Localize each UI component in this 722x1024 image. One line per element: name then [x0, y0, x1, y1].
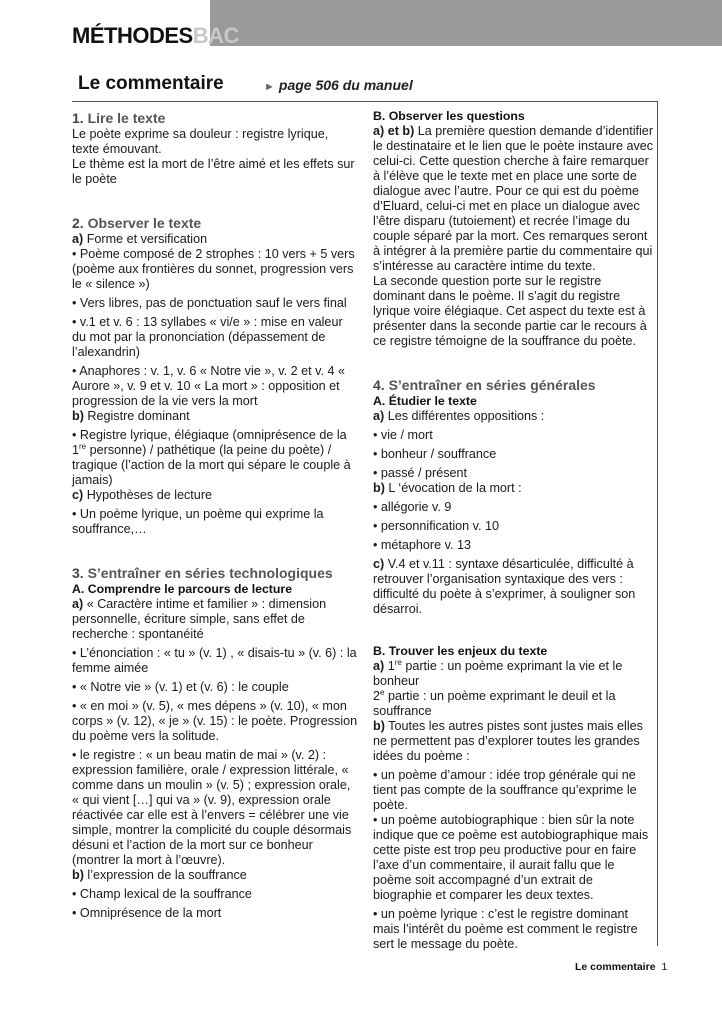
s2-item-1: • Poème composé de 2 strophes : 10 vers + 5 vers (poème aux frontières du sonnet, progression vers le « silence »)	[72, 247, 355, 291]
s1-paragraph-1: Le poète exprime sa douleur : registre lyrique, texte émouvant.	[72, 127, 329, 156]
page-title: Le commentaire	[78, 73, 224, 94]
arrow-right-icon: ►	[264, 81, 275, 93]
s4-B-a-2: 2e partie : un poème exprimant le deuil et la souffrance	[373, 687, 616, 718]
s3-subheading: A. Comprendre le parcours de lecture	[72, 582, 293, 596]
s3-item-5: • Champ lexical de la souffrance	[72, 887, 252, 901]
header-band-gray	[210, 0, 722, 46]
s4-a-item-1: • vie / mort	[373, 428, 433, 442]
s4-b-item-1: • allégorie v. 9	[373, 500, 452, 514]
s2-item-6: • Un poème lyrique, un poème qui exprime la souffrance,…	[72, 507, 324, 536]
s3-item-2: • « Notre vie » (v. 1) et (v. 6) : le couple	[72, 680, 289, 694]
page-footer	[575, 961, 667, 973]
s3-b: b) l’expression de la souffrance	[72, 868, 247, 882]
s3-item-1: • L’énonciation : « tu » (v. 1) , « disais-tu » (v. 6) : la femme aimée	[72, 646, 357, 675]
s4-a-item-2: • bonheur / souffrance	[373, 447, 497, 461]
s4-B-b-item-1: • un poème d’amour : idée trop générale qui ne tient pas compte de la souffrance qu’exprime le poète.	[373, 768, 637, 812]
left-column	[72, 109, 358, 921]
s4-b-item-2: • personnification v. 10	[373, 519, 499, 533]
s2-item-4: • Anaphores : v. 1, v. 6 « Notre vie », v. 2 et v. 4 « Aurore », v. 9 et v. 10 « La mort » : opposition et progression de la vie vers la mort	[72, 364, 345, 408]
s4-B-a-1: a) 1re partie : un poème exprimant la vie et le bonheur	[373, 657, 623, 688]
manual-reference: ► page 506 du manuel	[264, 77, 413, 93]
s1-paragraph-2: Le thème est la mort de l’être aimé et les effets sur le poète	[72, 157, 355, 186]
s2-item-5: • Registre lyrique, élégiaque (omniprésence de la 1re personne) / pathétique (la peine du poète) / tragique (l’action de la mort qui sépare le couple à jamais)	[72, 428, 351, 487]
s4-a-item-3: • passé / présent	[373, 466, 468, 480]
s4-subheading-a: A. Étudier le texte	[373, 394, 477, 408]
right-rule	[657, 101, 658, 946]
s2-item-2: • Vers libres, pas de ponctuation sauf le vers final	[72, 296, 347, 310]
top-rule	[72, 101, 658, 102]
section-2-heading: 2. Observer le texte	[72, 215, 202, 231]
section-4-heading: 4. S’entraîner en séries générales	[373, 377, 596, 393]
brand-logo: MÉTHODESBAC	[72, 23, 239, 48]
section-1-heading: 1. Lire le texte	[72, 110, 166, 126]
s3-item-4: • le registre : « un beau matin de mai » (v. 2) : expression familière, orale / expression littérale, « comme dans un moulin » (v. 5) ; expression orale, « qui vient […] qui va » (v. 9), expression orale réactivée car elle est à l’envers = célébrer une vie simple, montrer la complicité du couple désormais désuni et l’action de la mort sur ce bonheur (montrer la mort à l’œuvre).	[72, 748, 352, 867]
sB-paragraph-2: La seconde question porte sur le registre dominant dans le poème. Il s’agit du registre lyrique voire élégiaque. Cet aspect du texte est à présenter dans la seconde partie car le recours à ce registre témoigne de la souffrance du poète.	[373, 274, 647, 348]
page-number: 1	[661, 961, 668, 973]
sB-heading: B. Observer les questions	[373, 109, 525, 123]
right-column	[373, 109, 655, 952]
s4-b: b) L ‘évocation de la mort :	[373, 481, 522, 495]
s2-b: b) Registre dominant	[72, 409, 190, 423]
s3-item-3: • « en moi » (v. 5), « mes dépens » (v. 10), « mon corps » (v. 12), « je » (v. 15) : le poète. Progression du poème vers la solitude.	[72, 699, 358, 743]
s4-a: a) Les différentes oppositions :	[373, 409, 545, 423]
s4-B-b-item-3: • un poème lyrique : c’est le registre dominant mais l’intérêt du poème est comment le registre sert le message du poète.	[373, 907, 638, 951]
s4-b-item-3: • métaphore v. 13	[373, 538, 471, 552]
s4-B-b: b) Toutes les autres pistes sont justes mais elles ne permettent pas d’explorer toutes les grandes idées du poème :	[373, 719, 643, 763]
footer-label: Le commentaire	[575, 961, 656, 973]
s3-a: a) « Caractère intime et familier » : dimension personnelle, écriture simple, sans effet de recherche : spontanéité	[72, 597, 327, 641]
s3-item-6: • Omniprésence de la mort	[72, 906, 222, 920]
s4-B-b-item-2: • un poème autobiographique : bien sûr la note indique que ce poème est autobiographique mais cette piste est trop peu productive pour en faire l’axe d’un commentaire, il aurait fallu que le poème soit accompagné d’un extrait de biographie et comparer les deux textes.	[373, 813, 649, 902]
section-3-heading: 3. S’entraîner en séries technologiques	[72, 565, 333, 581]
s4-c: c) V.4 et v.11 : syntaxe désarticulée, difficulté à retrouver l’organisation syntaxique des vers : difficulté du poète à s’exprimer, à souligner son désarroi.	[373, 557, 636, 616]
sB-paragraph-1: a) et b) La première question demande d’identifier le destinataire et le lien que le poète instaure avec celui-ci. Cette question cherche à faire remarquer à l’élève que le texte met en place une sorte de dialogue avec l’autre. Pour ce qui est du poème d’Eluard, celui-ci met en place un dialogue avec l’être disparu (tutoiement) et recrée l’image du couple séparé par la mort. Ces remarques seront à intégrer à la première partie du commentaire qui s’intéresse au caractère intime du texte.	[373, 124, 654, 273]
s2-a: a) Forme et versification	[72, 232, 208, 246]
s4-subheading-b: B. Trouver les enjeux du texte	[373, 644, 548, 658]
s2-c: c) Hypothèses de lecture	[72, 488, 213, 502]
s2-item-3: • v.1 et v. 6 : 13 syllabes « vi/e » : mise en valeur du mot par la prononciation (dépassement de l’alexandrin)	[72, 315, 343, 359]
